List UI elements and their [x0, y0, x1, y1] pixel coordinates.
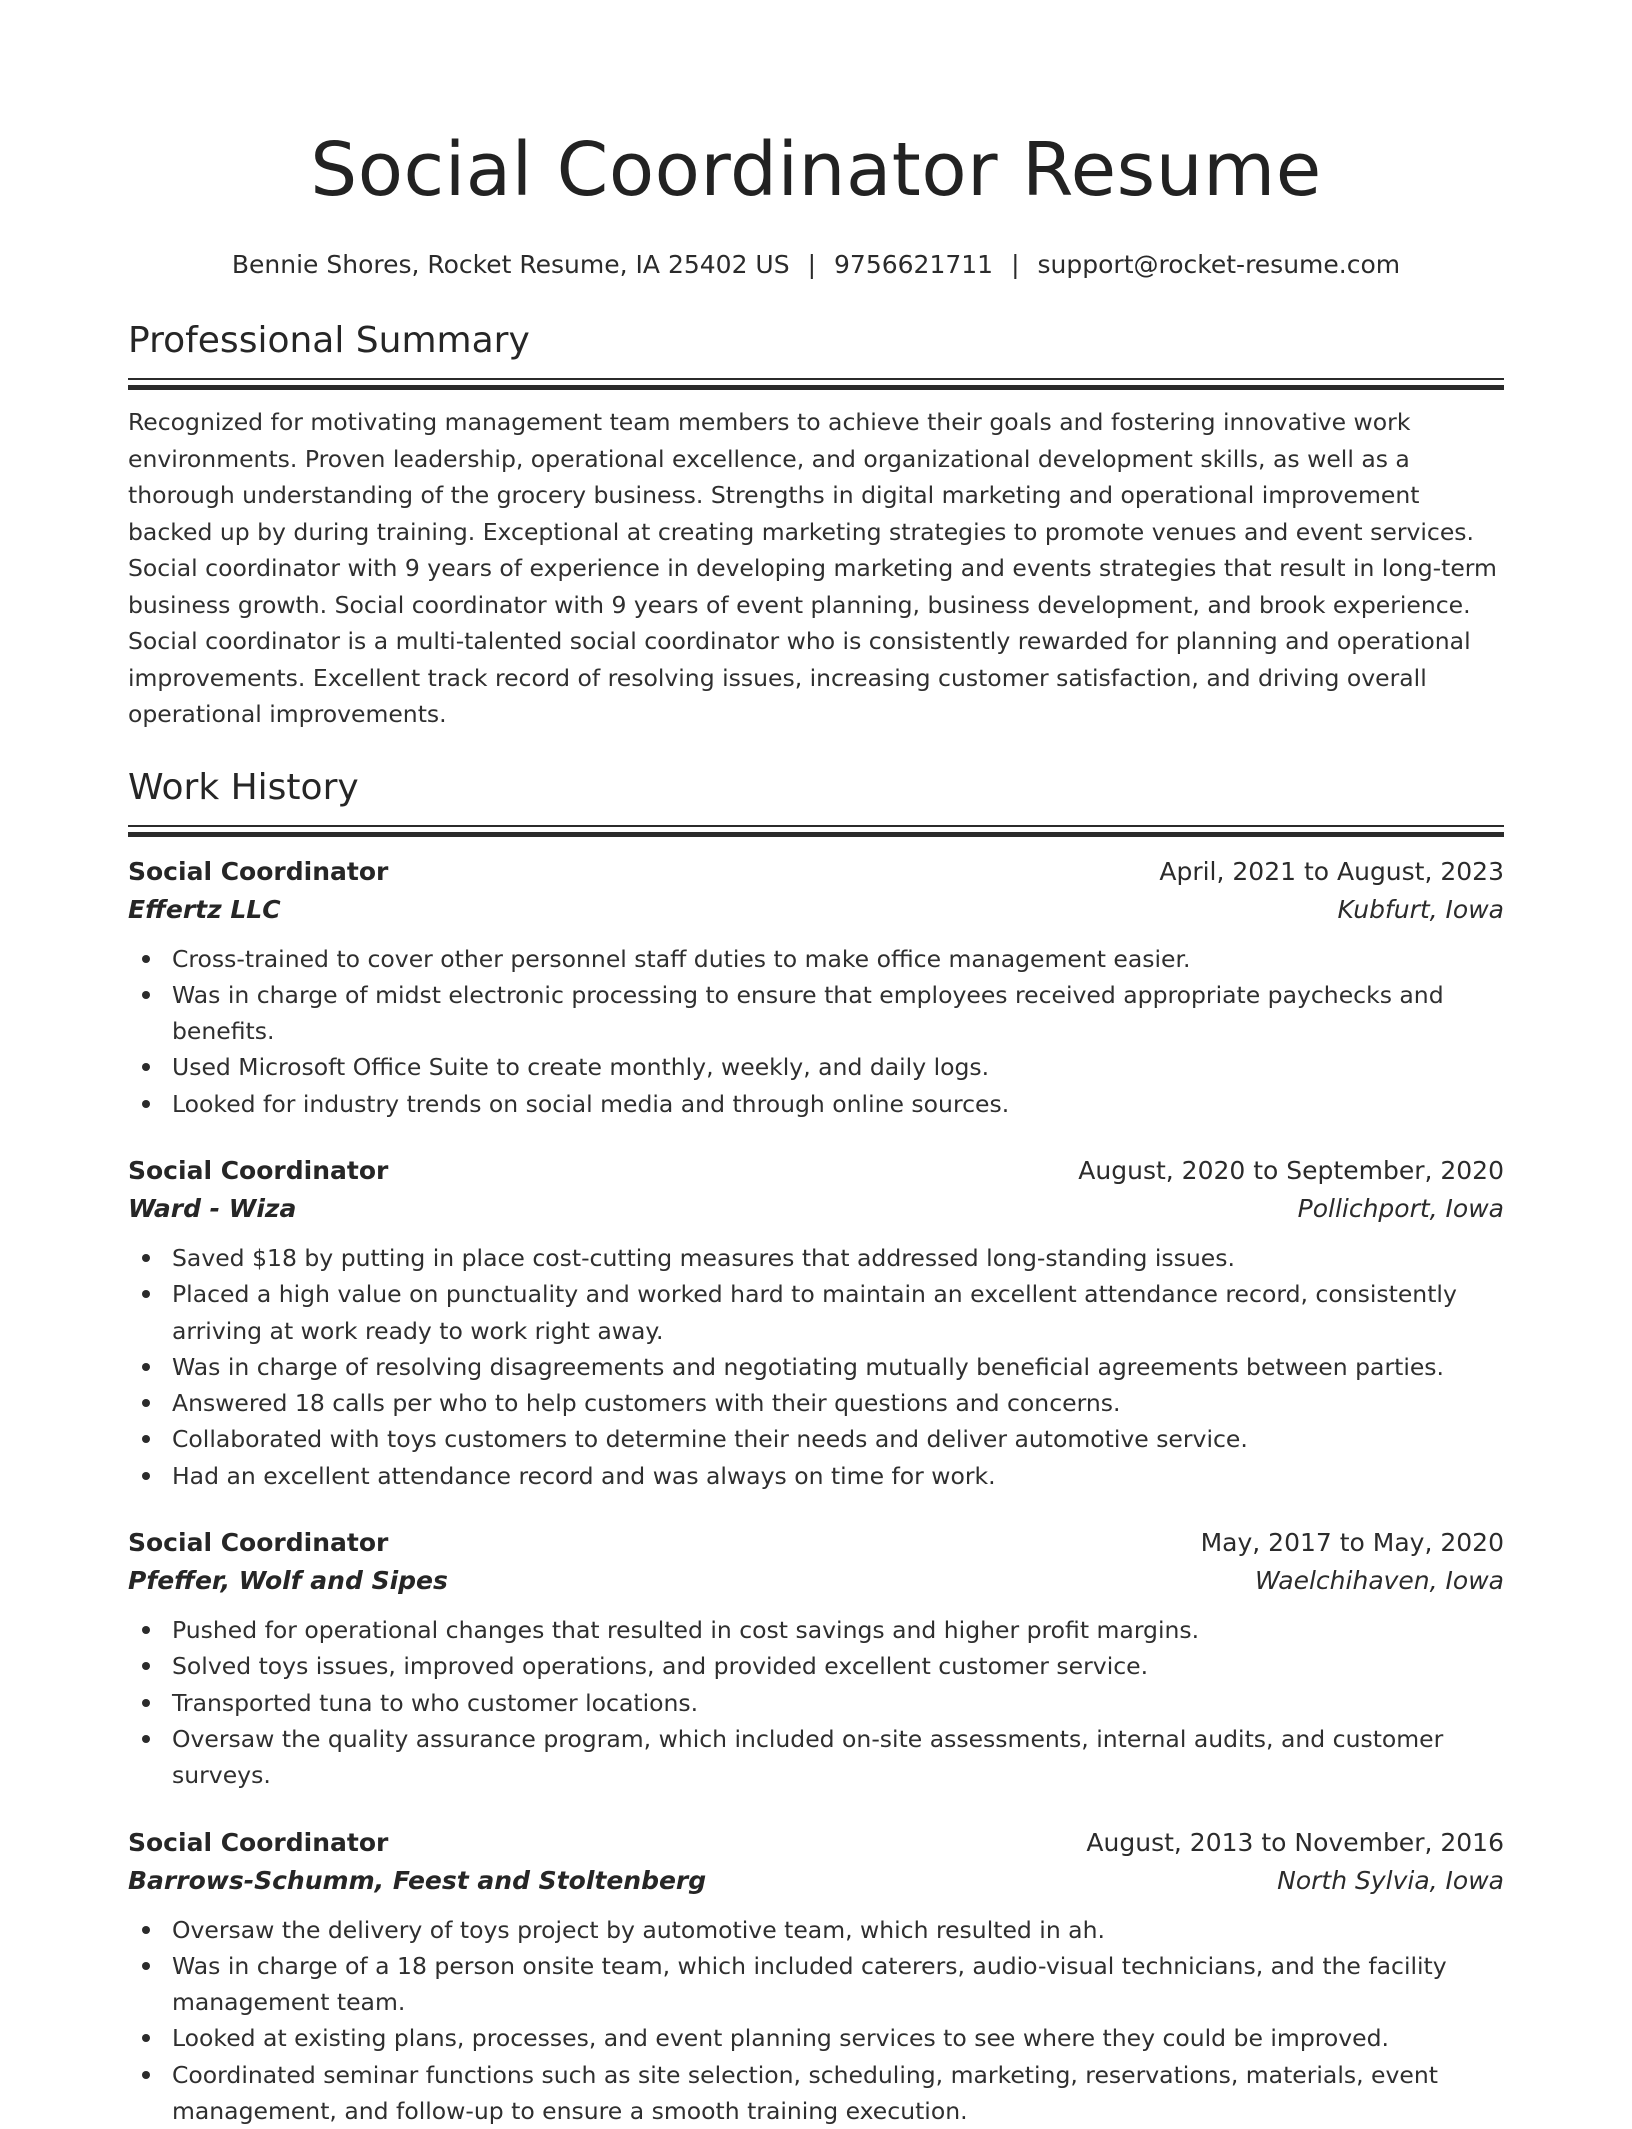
bullet-icon	[142, 1435, 150, 1443]
job-bullet: Was in charge of midst electronic processing to ensure that employees received appropriate paychecks and benefits.	[172, 977, 1504, 1050]
job-bullet: Looked for industry trends on social media and through online sources.	[172, 1086, 1504, 1122]
job-title: Social Coordinator	[128, 853, 388, 891]
bullet-icon	[142, 991, 150, 999]
job-company-row	[128, 1562, 1504, 1600]
contact-separator: |	[808, 248, 816, 282]
job-bullet: Oversaw the delivery of toys project by automotive team, which resulted in ah.	[172, 1912, 1504, 1948]
job-bullets	[128, 1240, 1504, 1494]
job-entry	[128, 1152, 1504, 1494]
job-entry	[128, 853, 1504, 1122]
job-company-row	[128, 1862, 1504, 1900]
bullet-icon	[142, 1926, 150, 1934]
job-bullet: Used Microsoft Office Suite to create monthly, weekly, and daily logs.	[172, 1049, 1504, 1085]
bullet-icon	[142, 1399, 150, 1407]
job-dates: August, 2020 to September, 2020	[1078, 1152, 1504, 1190]
job-entry	[128, 1524, 1504, 1793]
summary-text: Recognized for motivating management team members to achieve their goals and fostering innovative work environments. Proven leadership, operational excellence, and organizational development skills, as well as a thorough understanding of the grocery business. Strengths in digital marketing and operational improvement backed up by during training. Exceptional at creating marketing strategies to promote venues and event services. Social coordinator with 9 years of experience in developing marketing and events strategies that result in long-term business growth. Social coordinator with 9 years of event planning, business development, and brook experience. Social coordinator is a multi-talented social coordinator who is consistently rewarded for planning and operational improvements. Excellent track record of resolving issues, increasing customer satisfaction, and driving overall operational improvements.	[128, 404, 1504, 733]
bullet-icon	[142, 2034, 150, 2042]
job-location: Waelchihaven, Iowa	[1255, 1562, 1504, 1600]
job-bullet: Collaborated with toys customers to determine their needs and deliver automotive service.	[172, 1421, 1504, 1457]
section-rule-thick	[128, 832, 1504, 837]
job-company-row	[128, 1190, 1504, 1228]
bullet-icon	[142, 1254, 150, 1262]
bullet-icon	[142, 1100, 150, 1108]
job-location: Pollichport, Iowa	[1298, 1190, 1504, 1228]
professional-summary-section	[128, 316, 1504, 733]
resume-title: Social Coordinator Resume	[128, 118, 1504, 222]
job-title: Social Coordinator	[128, 1524, 388, 1562]
job-title: Social Coordinator	[128, 1152, 388, 1190]
job-header-row	[128, 1152, 1504, 1190]
section-rule-thin	[128, 825, 1504, 827]
job-header-row	[128, 1824, 1504, 1862]
job-bullets	[128, 941, 1504, 1122]
job-bullet: Pushed for operational changes that resulted in cost savings and higher profit margins.	[172, 1612, 1504, 1648]
job-bullet: Had an excellent attendance record and was always on time for work.	[172, 1458, 1504, 1494]
job-bullets	[128, 1612, 1504, 1793]
job-dates: May, 2017 to May, 2020	[1201, 1524, 1504, 1562]
bullet-icon	[142, 1735, 150, 1743]
job-bullet: Transported tuna to who customer locations.	[172, 1685, 1504, 1721]
job-bullet: Was in charge of a 18 person onsite team, which included caterers, audio-visual technicians, and the facility management team.	[172, 1948, 1504, 2021]
job-company: Effertz LLC	[128, 891, 281, 929]
section-heading: Professional Summary	[128, 316, 1504, 366]
contact-phone: 9756621711	[834, 250, 993, 279]
job-company: Barrows-Schumm, Feest and Stoltenberg	[128, 1862, 706, 1900]
job-bullet: Looked at existing plans, processes, and event planning services to see where they could be improved.	[172, 2020, 1504, 2056]
bullet-icon	[142, 1662, 150, 1670]
section-rule-thick	[128, 385, 1504, 390]
bullet-icon	[142, 1363, 150, 1371]
bullet-icon	[142, 1699, 150, 1707]
job-header-row	[128, 1524, 1504, 1562]
job-company: Pfeffer, Wolf and Sipes	[128, 1562, 448, 1600]
section-heading: Work History	[128, 763, 1504, 813]
job-entry	[128, 1824, 1504, 2129]
contact-line	[128, 248, 1504, 282]
job-dates: August, 2013 to November, 2016	[1086, 1824, 1504, 1862]
bullet-icon	[142, 955, 150, 963]
job-bullet: Cross-trained to cover other personnel staff duties to make office management easier.	[172, 941, 1504, 977]
job-bullet: Was in charge of resolving disagreements and negotiating mutually beneficial agreements between parties.	[172, 1349, 1504, 1385]
bullet-icon	[142, 1290, 150, 1298]
job-bullet: Oversaw the quality assurance program, which included on-site assessments, internal audits, and customer surveys.	[172, 1721, 1504, 1794]
contact-email: support@rocket-resume.com	[1038, 250, 1401, 279]
bullet-icon	[142, 2071, 150, 2079]
bullet-icon	[142, 1472, 150, 1480]
job-bullets	[128, 1912, 1504, 2129]
job-location: North Sylvia, Iowa	[1277, 1862, 1504, 1900]
bullet-icon	[142, 1626, 150, 1634]
job-company-row	[128, 891, 1504, 929]
section-rule-thin	[128, 378, 1504, 380]
job-dates: April, 2021 to August, 2023	[1159, 853, 1504, 891]
bullet-icon	[142, 1063, 150, 1071]
bullet-icon	[142, 1962, 150, 1970]
job-location: Kubfurt, Iowa	[1338, 891, 1505, 929]
job-bullet: Answered 18 calls per who to help customers with their questions and concerns.	[172, 1385, 1504, 1421]
contact-separator: |	[1011, 248, 1019, 282]
contact-address: Bennie Shores, Rocket Resume, IA 25402 US	[232, 250, 790, 279]
job-bullet: Coordinated seminar functions such as site selection, scheduling, marketing, reservations, materials, event management, and follow-up to ensure a smooth training execution.	[172, 2057, 1504, 2129]
job-title: Social Coordinator	[128, 1824, 388, 1862]
job-bullet: Solved toys issues, improved operations, and provided excellent customer service.	[172, 1648, 1504, 1684]
job-bullet: Saved $18 by putting in place cost-cutting measures that addressed long-standing issues.	[172, 1240, 1504, 1276]
job-header-row	[128, 853, 1504, 891]
job-company: Ward - Wiza	[128, 1190, 296, 1228]
work-history-section	[128, 763, 1504, 2129]
job-bullet: Placed a high value on punctuality and worked hard to maintain an excellent attendance record, consistently arriving at work ready to work right away.	[172, 1276, 1504, 1349]
